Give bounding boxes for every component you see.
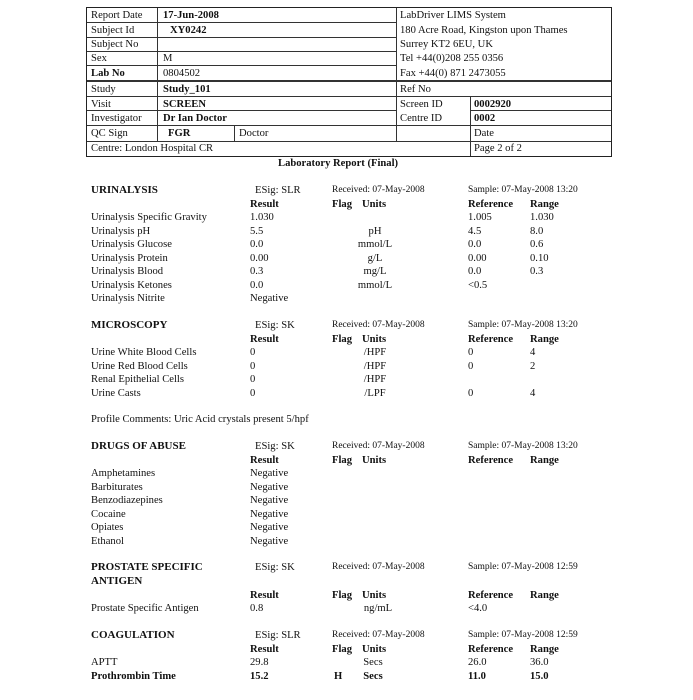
subject-id-label: Subject Id <box>91 25 135 36</box>
test-name: Opiates <box>91 522 124 533</box>
microscopy-received: Received: 07-May-2008 <box>332 320 425 330</box>
test-result: Negative <box>250 495 289 506</box>
report-date-value: 17-Jun-2008 <box>163 10 219 21</box>
test-result: 0 <box>250 360 256 372</box>
drugs-title: DRUGS OF ABUSE <box>91 440 186 452</box>
header-rule <box>470 96 471 156</box>
test-result: Negative <box>250 293 289 304</box>
test-reference: 0.0 <box>468 239 482 250</box>
test-range: 36.0 <box>530 657 549 668</box>
test-range: 15.0 <box>530 670 549 682</box>
flag-header: Flag <box>332 455 353 466</box>
test-result: 0.8 <box>250 603 264 614</box>
header-rule <box>87 65 396 66</box>
drugs-esig: ESig: SK <box>255 441 295 452</box>
test-reference: 26.0 <box>468 657 487 668</box>
coag-title: COAGULATION <box>91 629 175 641</box>
test-result: 5.5 <box>250 225 264 237</box>
lab-name: LabDriver LIMS System <box>400 10 506 21</box>
header-rule <box>157 8 158 141</box>
header-rule <box>87 22 396 23</box>
profile-comment: Profile Comments: Uric Acid crystals present 5/hpf <box>91 414 309 425</box>
units-header: Units <box>362 644 387 655</box>
result-header: Result <box>250 644 279 655</box>
urinalysis-esig: ESig: SLR <box>255 185 301 196</box>
centre-id-value: 0002 <box>474 113 496 124</box>
test-result: 1.030 <box>250 212 274 223</box>
screen-id-label: Screen ID <box>400 99 443 110</box>
lab-fax: Fax +44(0) 871 2473055 <box>400 68 506 79</box>
test-units: /HPF <box>363 360 387 372</box>
microscopy-sample: Sample: 07-May-2008 13:20 <box>468 320 578 330</box>
lab-address-line2: Surrey KT2 6EU, UK <box>400 39 493 50</box>
range-header: Range <box>530 334 559 345</box>
reference-header: Reference <box>468 199 514 210</box>
test-name: Urine White Blood Cells <box>91 347 197 358</box>
test-name: Cocaine <box>91 508 126 520</box>
test-units: mmol/L <box>357 279 393 291</box>
test-name: Barbiturates <box>91 481 143 493</box>
test-result: 29.8 <box>250 657 269 668</box>
qc-role: Doctor <box>239 128 269 139</box>
test-range: 2 <box>530 360 536 372</box>
header-rule <box>87 125 611 126</box>
lab-no-value: 0804502 <box>163 68 201 79</box>
test-reference: 1.005 <box>468 212 492 223</box>
test-units: Secs <box>363 657 383 668</box>
flag-header: Flag <box>332 644 353 655</box>
reference-header: Reference <box>468 644 514 655</box>
drugs-received: Received: 07-May-2008 <box>332 441 425 451</box>
subject-no-label: Subject No <box>91 39 139 50</box>
drugs-sample: Sample: 07-May-2008 13:20 <box>468 441 578 451</box>
urinalysis-title: URINALYSIS <box>91 184 158 196</box>
report-date-label: Report Date <box>91 10 143 21</box>
study-label: Study <box>91 84 116 95</box>
test-result: 0.3 <box>250 266 264 277</box>
test-result: Negative <box>250 481 289 493</box>
study-value: Study_101 <box>163 84 211 95</box>
test-result: 0.0 <box>250 279 264 291</box>
test-result: 0 <box>250 347 256 358</box>
test-result: Negative <box>250 535 289 547</box>
lab-no-label: Lab No <box>91 68 125 79</box>
test-units: mmol/L <box>357 239 393 250</box>
screen-id-value: 0002920 <box>474 99 512 110</box>
lab-address-line1: 180 Acre Road, Kingston upon Thames <box>400 25 568 36</box>
coag-esig: ESig: SLR <box>255 630 301 641</box>
test-reference: 11.0 <box>468 670 486 682</box>
test-units: /HPF <box>363 347 387 358</box>
test-units: Secs <box>363 670 383 682</box>
test-result: Negative <box>250 468 289 479</box>
urinalysis-received: Received: 07-May-2008 <box>332 185 425 195</box>
flag-header: Flag <box>332 199 353 210</box>
reference-header: Reference <box>468 590 514 601</box>
page-number: Page 2 of 2 <box>474 143 522 154</box>
subject-id-value: XY0242 <box>170 25 207 36</box>
test-name: Urinalysis Ketones <box>91 279 172 291</box>
test-reference: 0 <box>468 360 474 372</box>
date-label: Date <box>474 128 494 139</box>
visit-label: Visit <box>91 99 111 110</box>
test-range: 8.0 <box>530 225 544 237</box>
test-reference: <0.5 <box>468 279 488 291</box>
units-header: Units <box>362 590 387 601</box>
test-reference: <4.0 <box>468 603 488 614</box>
investigator-value: Dr Ian Doctor <box>163 113 227 124</box>
flag-header: Flag <box>332 590 353 601</box>
test-range: 0.6 <box>530 239 544 250</box>
test-name: Benzodiazepines <box>91 495 163 506</box>
microscopy-title: MICROSCOPY <box>91 319 168 331</box>
lab-telephone: Tel +44(0)208 255 0356 <box>400 53 504 64</box>
range-header: Range <box>530 644 559 655</box>
test-units: /HPF <box>363 374 387 385</box>
report-title: Laboratory Report (Final) <box>278 158 399 169</box>
test-result: Negative <box>250 508 289 520</box>
test-units: mg/L <box>363 266 387 277</box>
test-name: Urine Red Blood Cells <box>91 360 188 372</box>
test-range: 4 <box>530 347 536 358</box>
urinalysis-sample: Sample: 07-May-2008 13:20 <box>468 185 578 195</box>
test-reference: 0 <box>468 347 474 358</box>
flag-header: Flag <box>332 334 353 345</box>
test-result: 0.00 <box>250 252 269 264</box>
units-header: Units <box>362 199 387 210</box>
psa-title-line2: ANTIGEN <box>91 575 143 587</box>
test-units: /LPF <box>364 387 386 399</box>
centre-id-label: Centre ID <box>400 113 443 124</box>
test-name: Prothrombin Time <box>91 670 176 682</box>
test-name: Renal Epithelial Cells <box>91 374 184 385</box>
result-header: Result <box>250 455 279 466</box>
test-name: Urinalysis pH <box>91 225 151 237</box>
investigator-label: Investigator <box>91 113 142 124</box>
test-range: 1.030 <box>530 212 554 223</box>
test-name: Urinalysis Blood <box>91 266 164 277</box>
psa-title-line1: PROSTATE SPECIFIC <box>91 561 203 573</box>
header-rule <box>396 8 397 141</box>
psa-received: Received: 07-May-2008 <box>332 562 425 572</box>
coag-received: Received: 07-May-2008 <box>332 630 425 640</box>
test-units: g/L <box>367 252 383 264</box>
test-result: 0 <box>250 387 256 399</box>
test-units: pH <box>368 225 382 237</box>
test-name: Prostate Specific Antigen <box>91 603 199 614</box>
range-header: Range <box>530 455 559 466</box>
header-rule <box>87 96 611 97</box>
coag-sample: Sample: 07-May-2008 12:59 <box>468 630 578 640</box>
units-header: Units <box>362 455 387 466</box>
result-header: Result <box>250 199 279 210</box>
test-result: 0 <box>250 374 256 385</box>
range-header: Range <box>530 199 559 210</box>
qc-sign-value: FGR <box>168 128 191 139</box>
units-header: Units <box>362 334 387 345</box>
test-range: 0.10 <box>530 252 549 264</box>
sex-value: M <box>163 53 173 64</box>
psa-sample: Sample: 07-May-2008 12:59 <box>468 562 578 572</box>
test-reference: 0.0 <box>468 266 482 277</box>
test-result: 0.0 <box>250 239 264 250</box>
test-name: Ethanol <box>91 535 124 547</box>
qc-sign-label: QC Sign <box>91 128 128 139</box>
test-name: Amphetamines <box>91 468 156 479</box>
test-reference: 0 <box>468 387 474 399</box>
header-rule <box>87 80 611 82</box>
header-rule <box>234 126 235 141</box>
test-name: Urinalysis Nitrite <box>91 293 165 304</box>
test-result: 15.2 <box>250 670 269 682</box>
test-name: Urinalysis Glucose <box>91 239 172 250</box>
test-range: 4 <box>530 387 536 399</box>
result-header: Result <box>250 334 279 345</box>
microscopy-esig: ESig: SK <box>255 320 295 331</box>
test-range: 0.3 <box>530 266 544 277</box>
test-name: Urinalysis Protein <box>91 252 168 264</box>
test-reference: 0.00 <box>468 252 487 264</box>
test-flag: H <box>334 670 343 682</box>
test-name: Urinalysis Specific Gravity <box>91 212 207 223</box>
test-result: Negative <box>250 522 289 533</box>
reference-header: Reference <box>468 334 514 345</box>
header-rule <box>87 110 396 111</box>
test-units: ng/mL <box>363 603 393 614</box>
header-rule <box>87 51 396 52</box>
sex-label: Sex <box>91 53 107 64</box>
ref-no-label: Ref No <box>400 84 431 95</box>
centre-line: Centre: London Hospital CR <box>91 143 214 154</box>
test-name: Urine Casts <box>91 387 141 399</box>
range-header: Range <box>530 590 559 601</box>
test-reference: 4.5 <box>468 225 482 237</box>
reference-header: Reference <box>468 455 514 466</box>
psa-esig: ESig: SK <box>255 562 295 573</box>
test-name: APTT <box>91 657 118 668</box>
result-header: Result <box>250 590 279 601</box>
visit-value: SCREEN <box>163 99 206 110</box>
